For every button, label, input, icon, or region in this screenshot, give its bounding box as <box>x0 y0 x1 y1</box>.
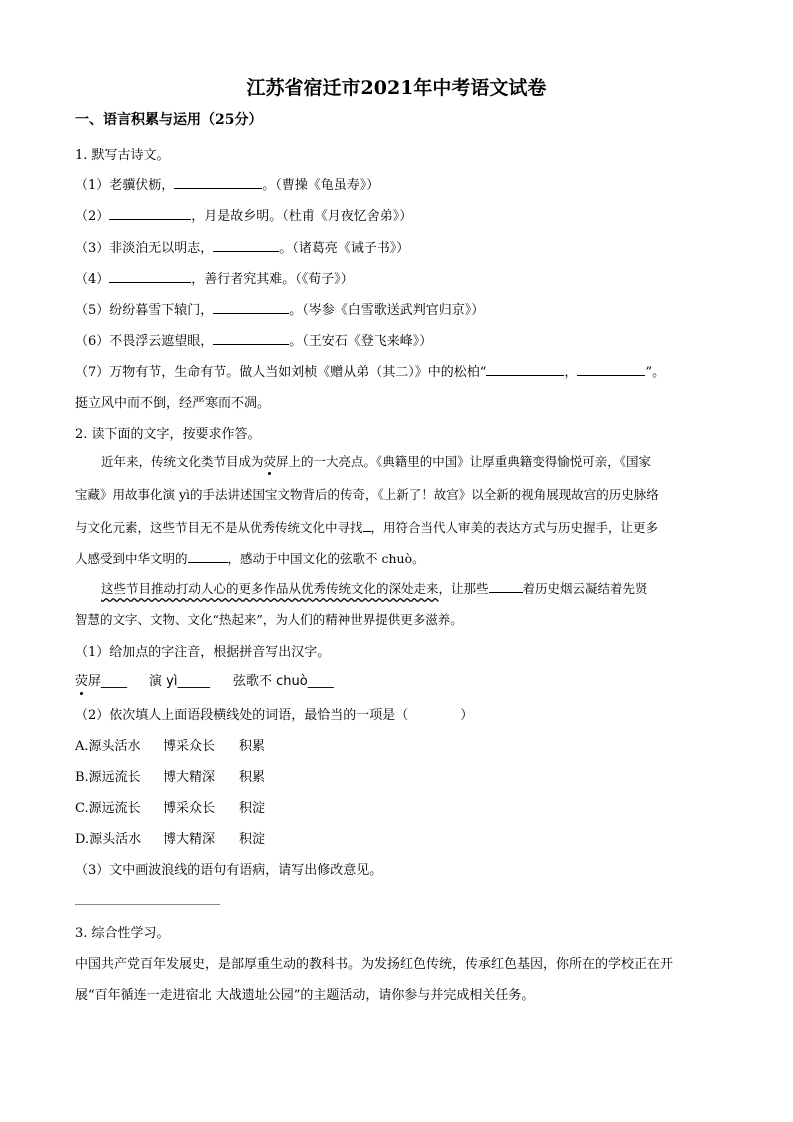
question-1-stem: 1. 默写古诗文。 <box>75 148 170 163</box>
q1-item-6-text: （6）不畏浮云遮望眼， <box>75 334 214 349</box>
question-2-stem: 2. 读下面的文字，按要求作答。 <box>75 427 261 442</box>
q1-item-7 <box>75 361 665 380</box>
q2-sub-2: （2）依次填人上面语段横线处的词语，最恰当的一项是（ ） <box>75 708 474 723</box>
option-c-word-3: 积淀 <box>239 801 266 816</box>
q1-item-7-text: （7）万物有节，生命有节。做人当如刘桢《赠从弟（其二）》中的松柏“ <box>75 365 487 380</box>
passage-line <box>75 518 658 536</box>
q1-item-3-source: 。（诸葛亮《诫子书》） <box>279 241 410 256</box>
option-a-word-1: A.源头活水 <box>75 739 141 754</box>
q1-item-3-text: （3）非淡泊无以明志， <box>75 241 214 256</box>
answer-blank[interactable] <box>577 363 645 376</box>
passage-line <box>75 549 425 567</box>
option-b-word-3: 积累 <box>239 770 266 785</box>
q1-item-1-source: 。（曹操《龟虽寿》） <box>262 178 380 193</box>
option-b[interactable] <box>75 766 265 785</box>
passage-line <box>101 579 648 597</box>
passage-line: 智慧的文字、文物、文化“热起来”，为人们的精神世界提供更多滋养。 <box>75 612 463 627</box>
q2-sub-3: （3）文中画波浪线的语句有语病，请写出修改意见。 <box>75 863 383 878</box>
q1-item-4 <box>75 268 354 287</box>
answer-blank[interactable] <box>109 270 191 283</box>
q1-item-5 <box>75 299 484 318</box>
pinyin-item-1: 荧屏____ <box>75 674 128 689</box>
question-3-stem: 3. 综合性学习。 <box>75 926 170 941</box>
q1-item-2 <box>75 205 412 224</box>
q3-paragraph-line: 中国共产党百年发展史，是部厚重生动的教科书。为发扬红色传统，传承红色基因，你所在的学校正在开 <box>75 957 674 972</box>
answer-blank[interactable] <box>174 176 262 189</box>
fill-blank[interactable] <box>363 519 371 532</box>
q1-item-1 <box>75 174 379 193</box>
wavy-underlined-sentence: 这些节目推动打动人心的更多作品从优秀传统文化的深处走来 <box>101 581 439 596</box>
q1-item-7-comma: ， <box>564 365 578 380</box>
option-c-word-1: C.源远流长 <box>75 801 141 816</box>
pinyin-item-2: 演 yì_____ <box>149 674 210 689</box>
q1-item-5-text: （5）纷纷暮雪下辕门， <box>75 303 214 318</box>
page-title: 江苏省宿迁市2021年中考语文试卷 <box>246 77 547 99</box>
q1-item-5-source: 。（岑参《白雪歌送武判官归京》） <box>289 303 485 318</box>
fill-blank[interactable] <box>489 580 523 593</box>
q1-item-2-source: ，月是故乡明。（杜甫《月夜忆舍弟》） <box>191 209 413 224</box>
q1-item-4-source: ，善行者究其难。（《荀子》） <box>191 272 354 287</box>
passage-line: 宝藏》用故事化演 yì的手法讲述国宝文物背后的传奇，《上新了！故宫》以全新的视角展现故宫的历史脉络 <box>75 487 659 502</box>
option-b-word-1: B.源远流长 <box>75 770 141 785</box>
q1-item-6 <box>75 330 432 349</box>
q1-item-1-text: （1）老骥伏枥， <box>75 178 175 193</box>
q1-item-2-text: （2） <box>75 209 110 224</box>
answer-blank[interactable] <box>109 207 191 220</box>
divider <box>75 904 220 905</box>
option-a-word-2: 博采众长 <box>163 739 216 754</box>
answer-blank[interactable] <box>213 301 289 314</box>
q2-sub-1: （1）给加点的字注音，根据拼音写出汉字。 <box>75 645 331 660</box>
passage-text: ，用符合当代人审美的表达方式与历史握手，让更多 <box>370 520 659 535</box>
q3-paragraph-line: 展“百年循连一走进宿北 大战遗址公园”的主题活动，请你参与并完成相关任务。 <box>75 988 535 1003</box>
q1-item-3 <box>75 237 409 256</box>
answer-blank[interactable] <box>213 239 279 252</box>
passage-text: ，让那些 <box>438 581 489 596</box>
answer-blank[interactable] <box>486 363 564 376</box>
passage-line: 近年来，传统文化类节目成为荧屏上的一大亮点。《典籍里的中国》让厚重典籍变得愉悦可亲，《国家 <box>101 454 652 469</box>
passage-text: 与文化元素，这些节目无不是从优秀传统文化中寻找 <box>75 520 363 535</box>
passage-text: ，感动于中国文化的弦歌不 chuò。 <box>227 551 425 566</box>
option-d[interactable] <box>75 828 265 847</box>
option-d-word-1: D.源头活水 <box>75 832 142 847</box>
answer-blank[interactable] <box>213 332 289 345</box>
emphasis-dot-char: 荧 <box>75 674 89 689</box>
option-d-word-2: 博大精深 <box>163 832 216 847</box>
emphasis-dot-char: 荧 <box>263 454 277 469</box>
option-d-word-3: 积淀 <box>239 832 266 847</box>
q1-item-7-close: ”。 <box>645 365 666 380</box>
q1-item-6-source: 。（王安石《登飞来峰》） <box>289 334 433 349</box>
q1-item-7-continued: 挺立风中而不倒，经严寒而不凋。 <box>75 396 271 411</box>
fill-blank[interactable] <box>188 550 228 563</box>
section-heading: 一、语言积累与运用（25分） <box>75 112 263 128</box>
passage-text: 人感受到中华文明的 <box>75 551 188 566</box>
option-a[interactable] <box>75 735 265 754</box>
q1-item-4-text: （4） <box>75 272 110 287</box>
option-b-word-2: 博大精深 <box>163 770 216 785</box>
option-c[interactable] <box>75 797 265 816</box>
option-a-word-3: 积累 <box>239 739 266 754</box>
pinyin-item-3: 弦歌不 chuò____ <box>233 674 334 689</box>
option-c-word-2: 博采众长 <box>163 801 216 816</box>
passage-text: 着历史烟云凝结着先贤 <box>522 581 648 596</box>
